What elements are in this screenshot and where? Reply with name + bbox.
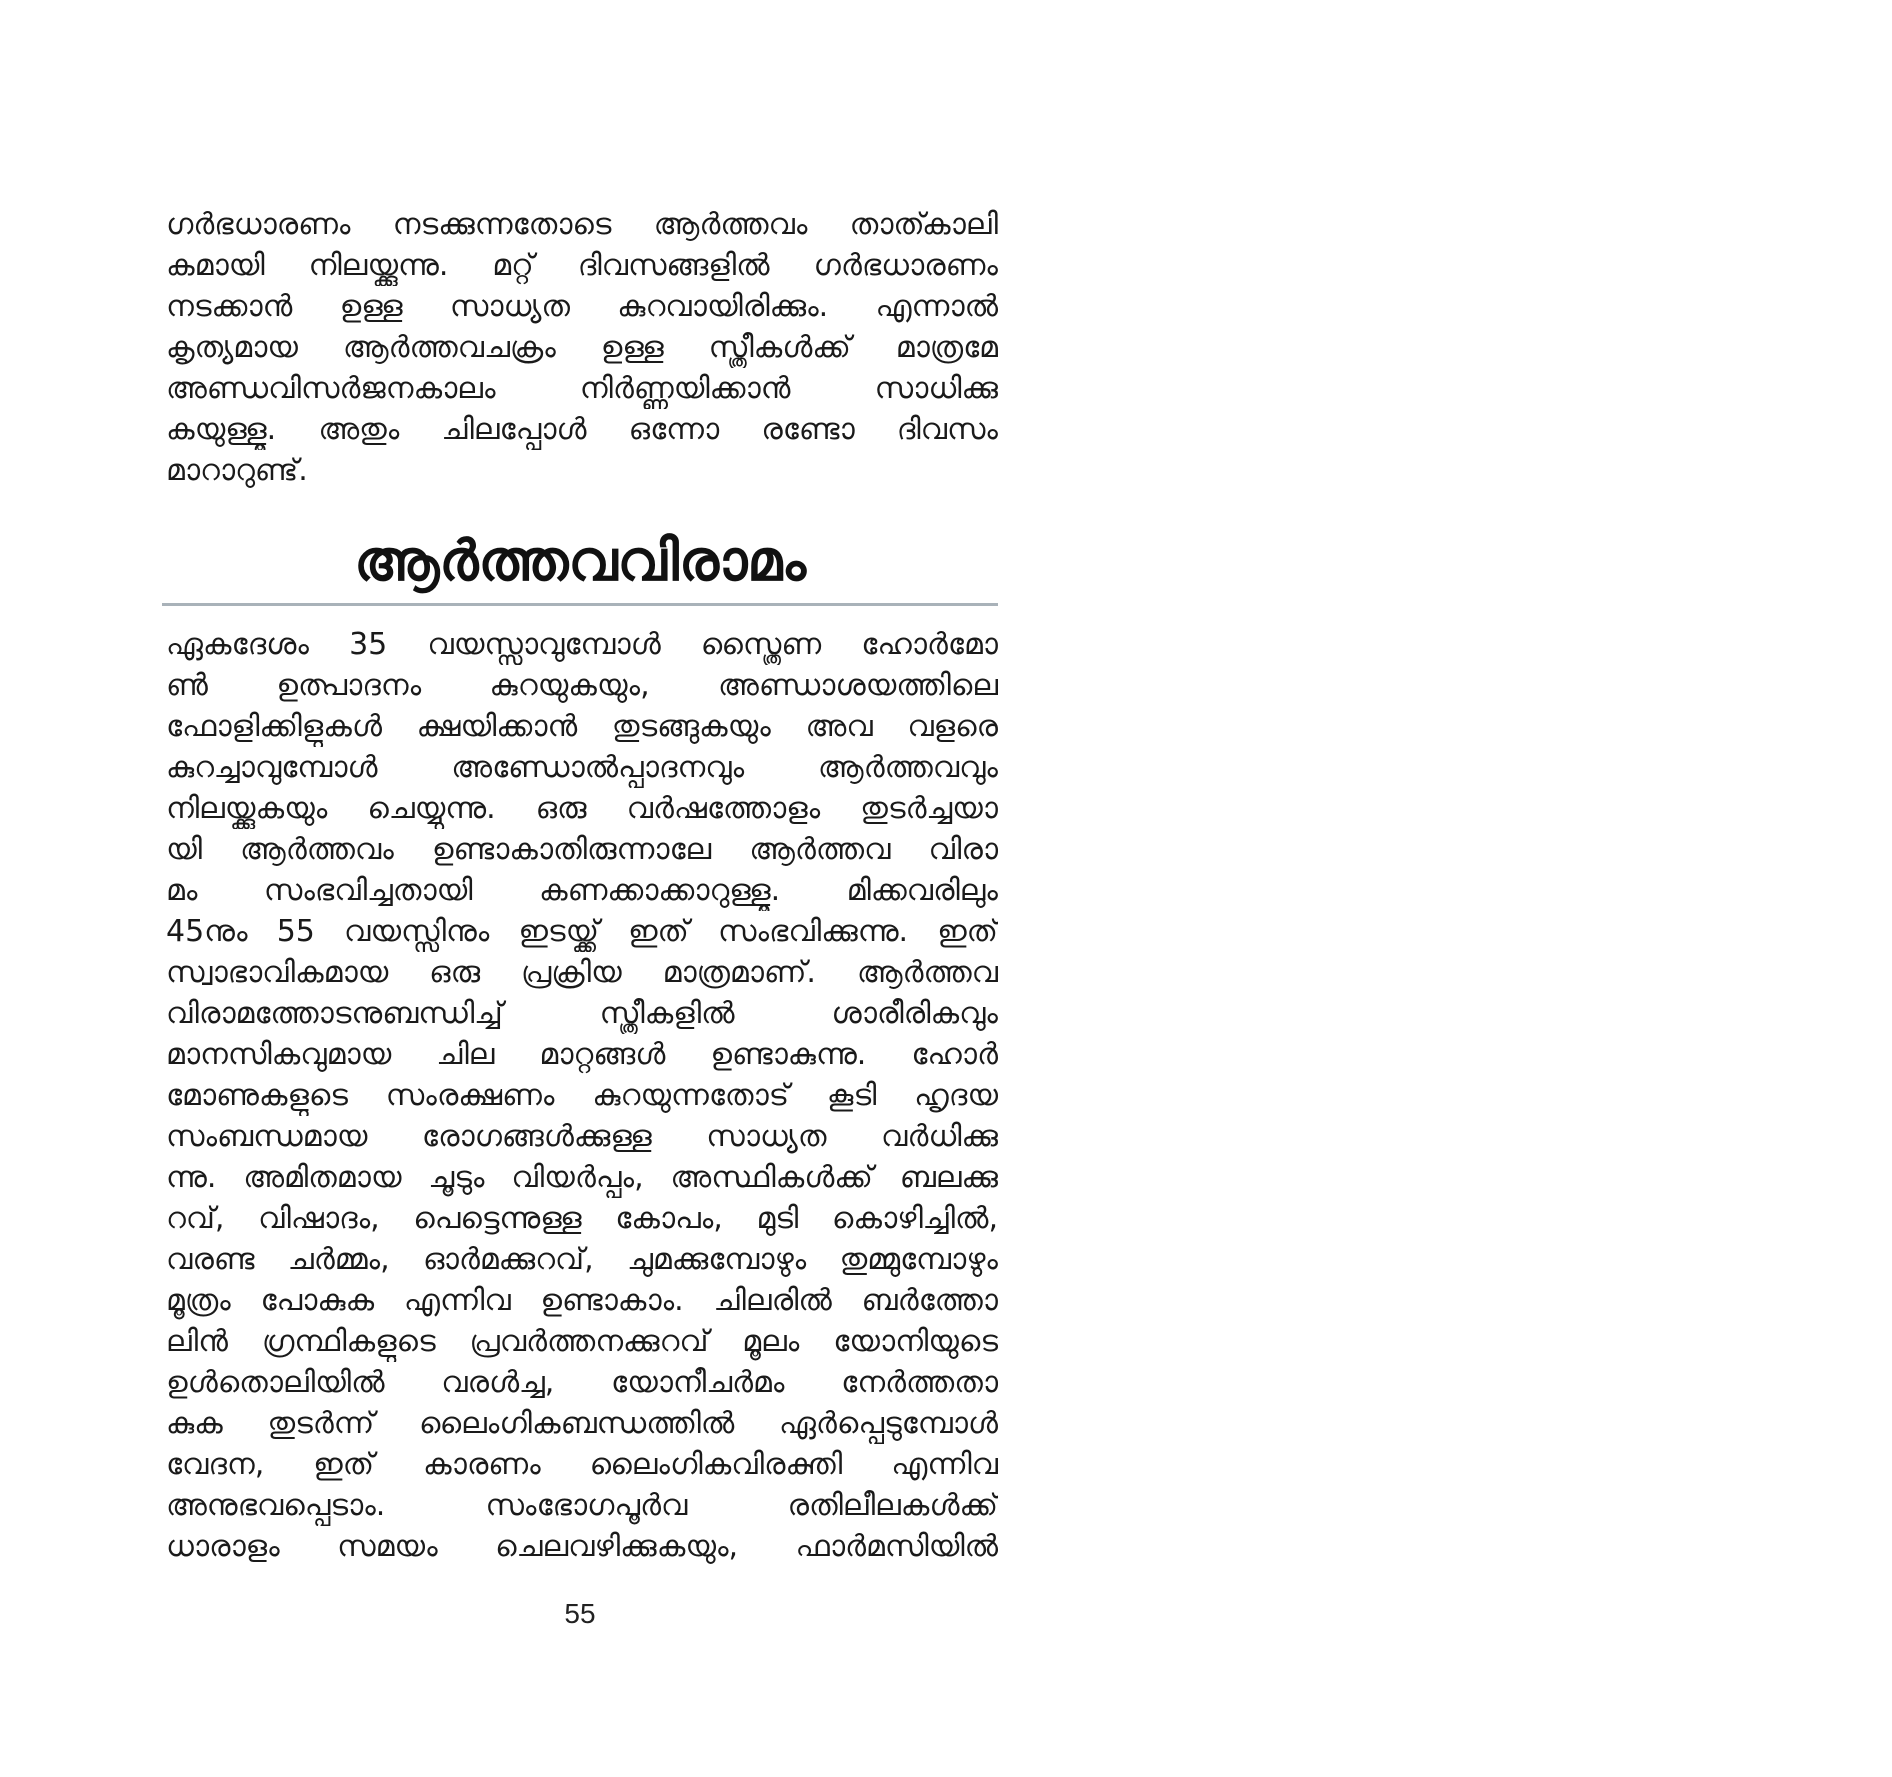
- text-line: അനുഭവപ്പെടാം. സംഭോഗപൂർവ രതിലീലകൾക്ക്: [166, 1488, 998, 1523]
- text-line: വരണ്ട ചർമ്മം, ഓർമക്കുറവ്, ചുമക്കുമ്പോഴും തുമ്മുമ്പോഴും: [166, 1242, 998, 1277]
- text-line: കുക തുടർന്ന് ലൈംഗികബന്ധത്തിൽ ഏർപ്പെടുമ്പോൾ: [166, 1406, 998, 1441]
- section-heading: ആർത്തവവിരാമം: [354, 529, 806, 594]
- text-line: ധാരാളം സമയം ചെലവഴിക്കുകയും, ഫാർമസിയിൽ: [166, 1529, 998, 1564]
- text-line: കുറച്ചാവുമ്പോൾ അണ്ഡോൽപ്പാദനവും ആർത്തവവും: [166, 750, 998, 785]
- text-line: കയുള്ളൂ. അതും ചിലപ്പോൾ ഒന്നോ രണ്ടോ ദിവസം: [166, 412, 998, 447]
- page-number: 55: [564, 1598, 596, 1629]
- text-line: അണ്ഡവിസർജനകാലം നിർണ്ണയിക്കാൻ സാധിക്കു: [166, 371, 998, 406]
- text-line: സ്വാഭാവികമായ ഒരു പ്രക്രിയ മാത്രമാണ്. ആർത്തവ: [166, 955, 998, 990]
- paragraph-bottom: [166, 624, 998, 1567]
- text-line: ന്നു. അമിതമായ ചൂടും വിയർപ്പും, അസ്ഥികൾക്ക് ബലക്കു: [166, 1160, 998, 1195]
- heading-divider: [162, 603, 998, 606]
- text-line: ലിൻ ഗ്രന്ഥികളുടെ പ്രവർത്തനക്കുറവ് മൂലം യോനിയുടെ: [166, 1324, 998, 1359]
- text-line: നിലയ്ക്കുകയും ചെയ്യുന്നു. ഒരു വർഷത്തോളം തുടർച്ചയാ: [166, 791, 998, 826]
- text-line: കമായി നിലയ്ക്കുന്നു. മറ്റ് ദിവസങ്ങളിൽ ഗർഭധാരണം: [166, 248, 998, 283]
- text-line: ഉൾതൊലിയിൽ വരൾച്ച, യോനീചർമം നേർത്തതാ: [166, 1365, 998, 1400]
- text-line: യി ആർത്തവം ഉണ്ടാകാതിരുന്നാലേ ആർത്തവ വിരാ: [166, 832, 998, 867]
- text-line: മാറാറുണ്ട്.: [166, 453, 308, 488]
- paragraph-top: [166, 204, 998, 491]
- text-line: വേദന, ഇത് കാരണം ലൈംഗികവിരക്തി എന്നിവ: [166, 1447, 998, 1482]
- text-line: ഏകദേശം 35 വയസ്സാവുമ്പോൾ സ്ത്രൈണ ഹോർമോ: [166, 627, 998, 662]
- text-line: വിരാമത്തോടനുബന്ധിച്ച് സ്ത്രീകളിൽ ശാരീരികവും: [166, 996, 998, 1031]
- text-line: 45നും 55 വയസ്സിനും ഇടയ്ക്ക് ഇത് സംഭവിക്കുന്നു. ഇത്: [166, 914, 998, 949]
- text-line: കൃത്യമായ ആർത്തവചക്രം ഉള്ള സ്ത്രീകൾക്ക് മാത്രമേ: [166, 330, 998, 365]
- text-line: ഫോളിക്കിളുകൾ ക്ഷയിക്കാൻ തുടങ്ങുകയും അവ വളരെ: [166, 709, 998, 744]
- text-line: മൂത്രം പോകുക എന്നിവ ഉണ്ടാകാം. ചിലരിൽ ബർത്തോ: [166, 1283, 998, 1318]
- text-line: മാനസികവുമായ ചില മാറ്റങ്ങൾ ഉണ്ടാകുന്നു. ഹോർ: [166, 1037, 998, 1072]
- text-line: ൺ ഉത്പാദനം കുറയുകയും, അണ്ഡാശയത്തിലെ: [166, 668, 998, 703]
- text-line: റവ്, വിഷാദം, പെട്ടെന്നുള്ള കോപം, മുടി കൊഴിച്ചിൽ,: [166, 1201, 998, 1236]
- text-line: നടക്കാൻ ഉള്ള സാധ്യത കുറവായിരിക്കും. എന്നാൽ: [166, 289, 998, 324]
- text-line: ഗർഭധാരണം നടക്കുന്നതോടെ ആർത്തവം താത്കാലി: [166, 207, 998, 242]
- text-line: മോണുകളുടെ സംരക്ഷണം കുറയുന്നതോട് കൂടി ഹൃദയ: [166, 1078, 998, 1113]
- text-line: മം സംഭവിച്ചതായി കണക്കാക്കാറുള്ളൂ. മിക്കവരിലും: [166, 873, 998, 908]
- text-line: സംബന്ധമായ രോഗങ്ങൾക്കുള്ള സാധ്യത വർധിക്കു: [166, 1119, 998, 1154]
